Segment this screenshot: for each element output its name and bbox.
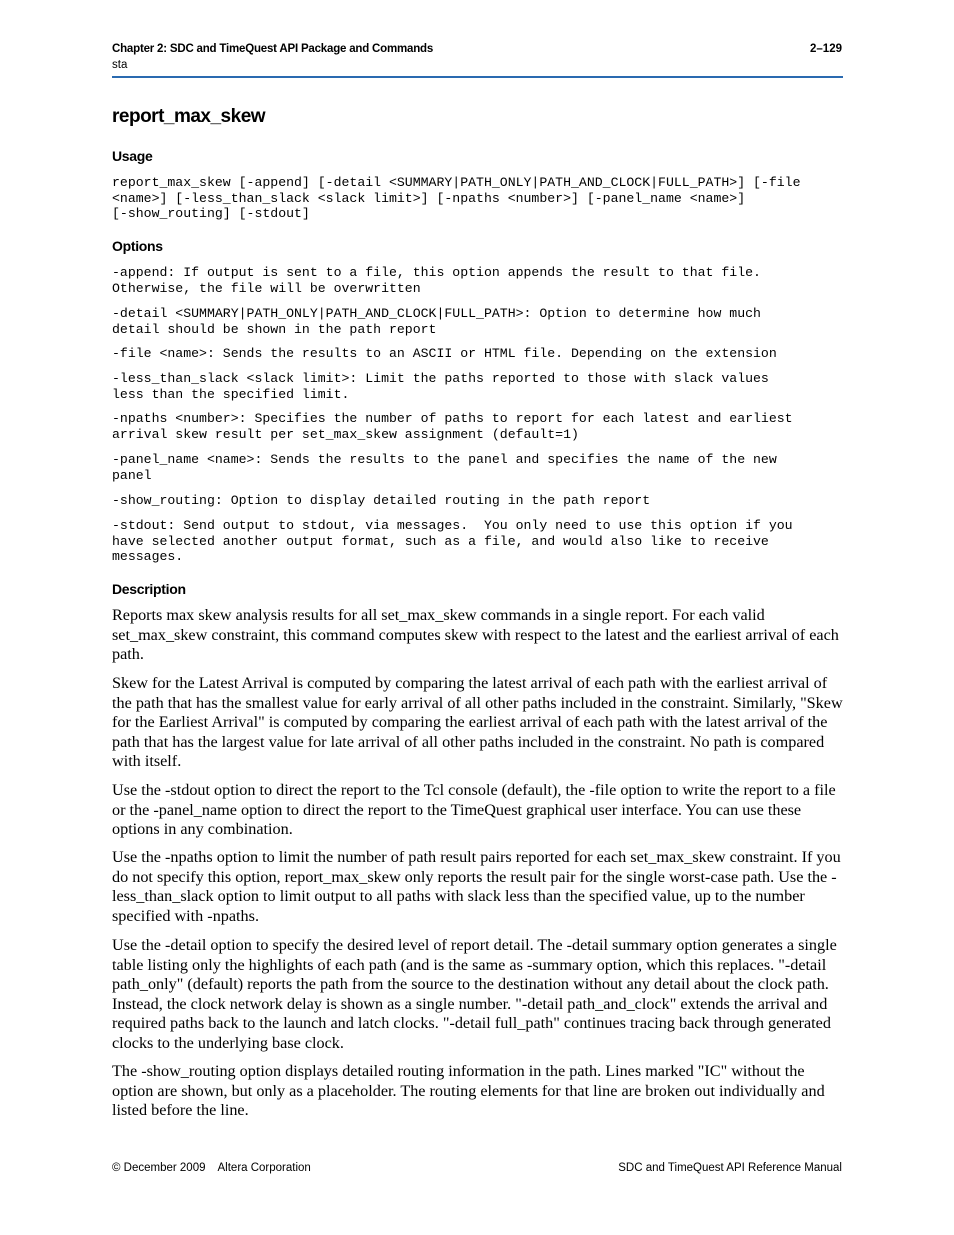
- option-less-than-slack: [112, 371, 852, 402]
- option-npaths: [112, 411, 852, 442]
- option-line: arrival skew result per set_max_skew assignment (default=1): [112, 426, 579, 442]
- option-line: have selected another output format, such as a file, and would also like to receive: [112, 533, 769, 549]
- option-append: [112, 265, 852, 296]
- option-stdout: [112, 518, 852, 565]
- option-line: -stdout: Send output to stdout, via messages. You only need to use this option if you: [112, 518, 793, 533]
- option-panel-name: [112, 452, 852, 483]
- description-paragraph: Use the -npaths option to limit the number of path result pairs reported for each set_max_skew constraint. If you do not specify this option, report_max_skew only reports the result pair for the single worst-case path. Use the -less_than_slack option to limit output to all paths with slack less than the specified value, up to the number specified with -npaths.: [112, 848, 841, 925]
- footer-company: Altera Corporation: [217, 1162, 311, 1174]
- option-line: -less_than_slack <slack limit>: Limit the paths reported to those with slack values: [112, 371, 769, 386]
- description-paragraph: Use the -stdout option to direct the report to the Tcl console (default), the -file option to write the report to a file or the -panel_name option to direct the report to the TimeQuest graphical user interface. You can use these options in any combination.: [112, 781, 836, 838]
- header-divider: [112, 76, 843, 78]
- usage-line: [-show_routing] [-stdout]: [112, 206, 310, 221]
- chapter-heading: Chapter 2: SDC and TimeQuest API Package and Commands: [112, 43, 434, 55]
- option-line: detail should be shown in the path report: [112, 321, 437, 337]
- option-show-routing: [112, 493, 852, 509]
- usage-line: <name>] [-less_than_slack <slack limit>] [-npaths <number>] [-panel_name <name>]: [112, 190, 746, 206]
- footer-left: [112, 1162, 311, 1174]
- page-title: report_max_skew: [112, 106, 266, 127]
- description-paragraph: Skew for the Latest Arrival is computed by comparing the latest arrival of each path with the earliest arrival of the path that has the smallest value for early arrival of all other paths included in the constraint. Similarly, "Skew for the Earliest Arrival" is computed by comparing the earliest arrival of each path with the latest arrival of the path that has the largest value for late arrival of all other paths included in the constraint. No path is compared with itself.: [112, 674, 843, 770]
- option-detail: [112, 306, 852, 337]
- option-line: -npaths <number>: Specifies the number of paths to report for each latest and earliest: [112, 411, 793, 426]
- option-file: [112, 346, 852, 362]
- section-name: sta: [112, 59, 128, 71]
- usage-code: [112, 175, 852, 222]
- description-paragraph: Reports max skew analysis results for all set_max_skew commands in a single report. For each valid set_max_skew constraint, this command computes skew with respect to the latest and the earliest arrival of each path.: [112, 606, 839, 663]
- description-heading: Description: [112, 581, 186, 597]
- footer-date: © December 2009: [112, 1162, 206, 1174]
- description-paragraph: Use the -detail option to specify the desired level of report detail. The -detail summary option generates a single table listing only the highlights of each path (and is the same as -summary option, which this replaces. "-detail path_only" (default) reports the path from the source to the destination without any detail about the clock path. Instead, the clock network delay is shown as a single number. "-detail path_and_clock" extends the arrival and required paths back to the launch and latch clocks. "-detail full_path" continues tracing back through generated clocks to the underlying base clock.: [112, 936, 837, 1052]
- option-line: less than the specified limit.: [112, 386, 350, 402]
- option-line: -file <name>: Sends the results to an ASCII or HTML file. Depending on the extension: [112, 346, 777, 361]
- usage-line: report_max_skew [-append] [-detail <SUMMARY|PATH_ONLY|PATH_AND_CLOCK|FULL_PATH>] [-file: [112, 175, 801, 190]
- footer-manual-title: SDC and TimeQuest API Reference Manual: [618, 1162, 842, 1174]
- option-line: -show_routing: Option to display detailed routing in the path report: [112, 493, 651, 508]
- usage-heading: Usage: [112, 148, 153, 164]
- option-line: messages.: [112, 549, 184, 564]
- description-paragraph: The -show_routing option displays detailed routing information in the path. Lines marked "IC" without the option are shown, but only as a placeholder. The routing elements for that line are broken out individually and listed before the line.: [112, 1062, 825, 1119]
- option-line: -detail <SUMMARY|PATH_ONLY|PATH_AND_CLOCK|FULL_PATH>: Option to determine how much: [112, 306, 761, 321]
- option-line: Otherwise, the file will be overwritten: [112, 280, 421, 296]
- page-number: 2–129: [810, 43, 842, 55]
- option-line: -panel_name <name>: Sends the results to the panel and specifies the name of the new: [112, 452, 777, 467]
- options-heading: Options: [112, 238, 163, 254]
- option-line: panel: [112, 467, 152, 483]
- option-line: -append: If output is sent to a file, this option appends the result to that file.: [112, 265, 761, 280]
